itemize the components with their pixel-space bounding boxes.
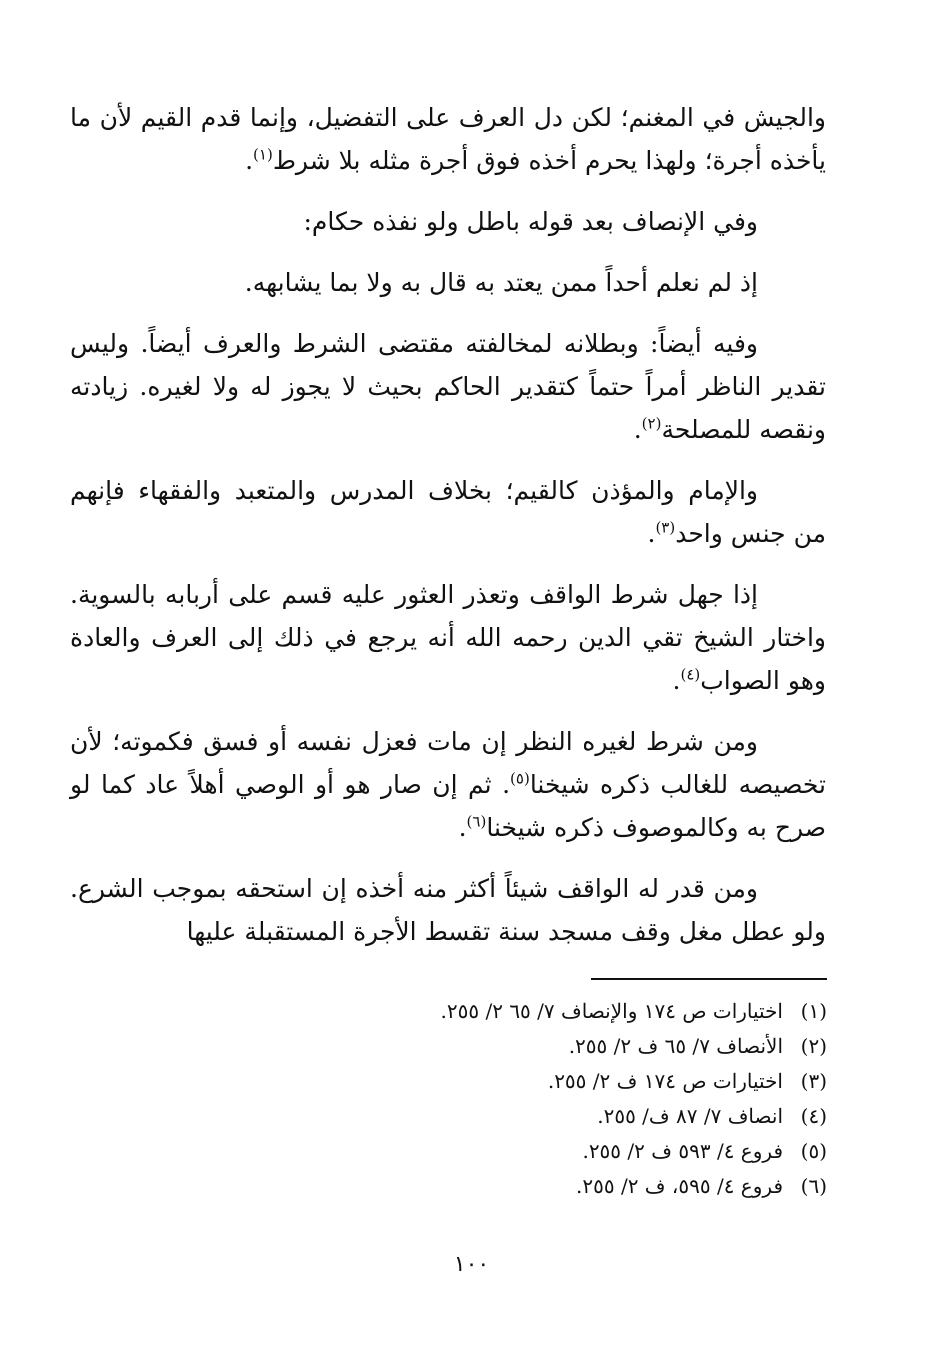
footnote-separator [591, 978, 827, 980]
footnote-number: (٣) [800, 1069, 827, 1093]
paragraph-1: والجيش في المغنم؛ لكن دل العرف على التفضيل، وإنما قدم القيم لأن ما يأخذه أجرة؛ ولهذا يحرم أخذه فوق أجرة مثله بلا شرط$^{(١)}$. [70, 103, 826, 175]
footnote-text: اختيارات ص ١٧٤ والإنصاف ٧/ ٦٥ ٢/ ٢٥٥. [440, 999, 783, 1023]
paragraph-5: والإمام والمؤذن كالقيم؛ بخلاف المدرس والمتعبد والفقهاء فإنهم من جنس واحد$^{(٣)}$. [70, 476, 826, 548]
footnote-ref-4[interactable]: (٤) [680, 665, 701, 684]
footnote-6 [187, 1169, 827, 1204]
footnote-number: (٤) [800, 1104, 827, 1128]
paragraph-6: إذا جهل شرط الواقف وتعذر العثور عليه قسم على أربابه بالسوية. واختار الشيخ تقي الدين رحمه الله أنه يرجع في ذلك إلى العرف والعادة وهو الصواب$^{(٤)}$. [70, 580, 826, 695]
footnote-5 [187, 1134, 827, 1169]
footnote-ref-5[interactable]: (٥) [510, 769, 530, 788]
paragraph-2: وفي الإنصاف بعد قوله باطل ولو نفذه حكام: [303, 207, 758, 236]
footnote-text: انصاف ٧/ ٨٧ ف/ ٢٥٥. [597, 1104, 783, 1128]
footnote-4 [187, 1099, 827, 1134]
footnote-1 [187, 994, 827, 1029]
footnote-2 [187, 1029, 827, 1064]
paragraph-3: إذ لم نعلم أحداً ممن يعتد به قال به ولا بما يشابهه. [244, 268, 758, 297]
page-body [70, 96, 826, 971]
paragraph-7: ومن شرط لغيره النظر إن مات فعزل نفسه أو فسق فكموته؛ لأن تخصيصه للغالب ذكره شيخنا$^{(٥)}$. ثم إن صار هو أو الوصي أهلاً عاد كما لو صرح به وكالموصوف ذكره شيخنا$^{(٦)}$. [70, 727, 826, 842]
page-number: ١٠٠ [453, 1252, 490, 1277]
footnote-number: (٥) [800, 1139, 827, 1163]
footnote-text: فروع ٤/ ٥٩٣ ف ٢/ ٢٥٥. [582, 1139, 783, 1163]
footnote-ref-1[interactable]: (١) [253, 145, 273, 164]
footnote-number: (٦) [800, 1174, 827, 1198]
footnote-text: اختيارات ص ١٧٤ ف ٢/ ٢٥٥. [547, 1069, 783, 1093]
footnote-text: فروع ٤/ ٥٩٥، ف ٢/ ٢٥٥. [576, 1174, 783, 1198]
footnote-ref-2[interactable]: (٢) [641, 414, 662, 433]
footnote-ref-3[interactable]: (٣) [655, 518, 676, 537]
paragraph-8: ومن قدر له الواقف شيئاً أكثر منه أخذه إن استحقه بموجب الشرع. ولو عطل مغل وقف مسجد سنة تقسط الأجرة المستقبلة عليها [70, 874, 826, 946]
footnotes [187, 994, 827, 1204]
footnote-number: (١) [800, 999, 827, 1023]
footnote-text: الأنصاف ٧/ ٦٥ ف ٢/ ٢٥٥. [568, 1034, 783, 1058]
footnote-3 [187, 1064, 827, 1099]
paragraph-4: وفيه أيضاً: وبطلانه لمخالفته مقتضى الشرط والعرف أيضاً. وليس تقدير الناظر أمراً حتماً كتقدير الحاكم بحيث لا يجوز له ولا لغيره. زيادته ونقصه للمصلحة$^{(٢)}$. [70, 329, 826, 444]
footnote-ref-6[interactable]: (٦) [466, 812, 487, 831]
footnote-number: (٢) [800, 1034, 827, 1058]
